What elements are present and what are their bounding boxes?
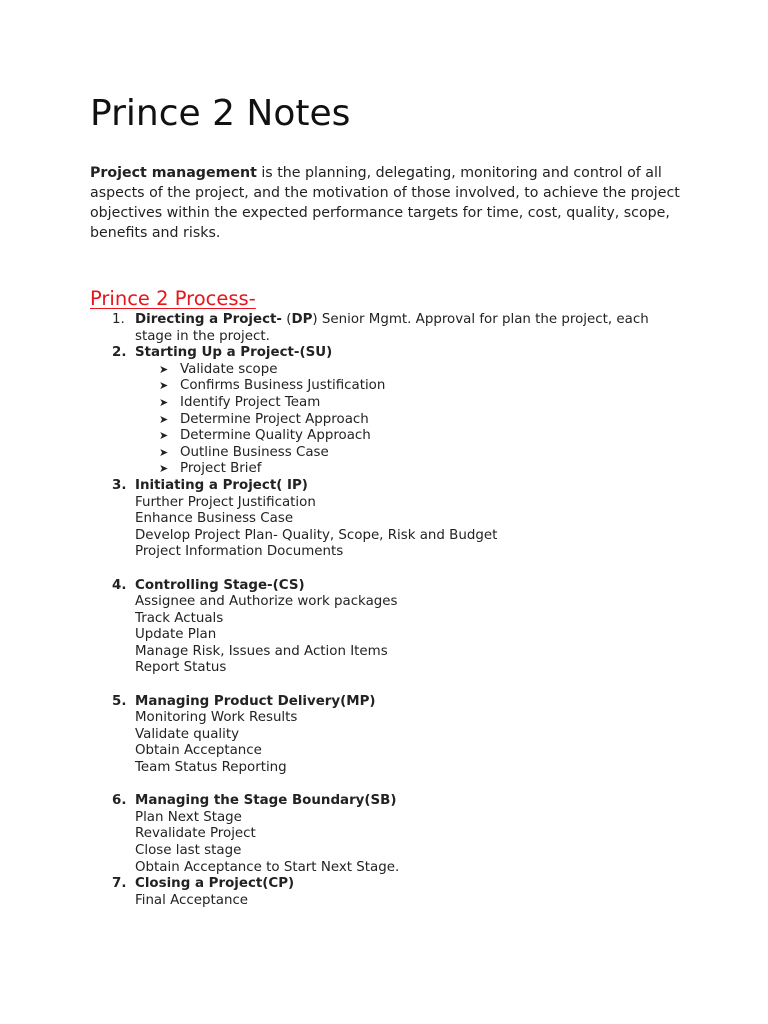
step-title: Managing Product Delivery(MP) [135,693,376,709]
bullet-item [135,445,675,462]
step-line: Assignee and Authorize work packages [135,594,398,610]
process-steps-list [0,312,768,909]
process-step-controlling-stage [0,578,675,678]
step-line: Project Information Documents [135,544,344,560]
process-step-directing [0,312,675,345]
step-line: Obtain Acceptance to Start Next Stage. [135,859,400,875]
bullet-text: Confirms Business Justification [180,378,386,394]
step-line: Enhance Business Case [135,511,294,527]
step-line: Track Actuals [135,610,224,626]
step-title: Managing the Stage Boundary(SB) [135,793,397,809]
step-paren-close: ) [312,312,318,327]
step-number: 5. [112,693,127,709]
process-step-starting-up [0,345,675,478]
step-line: Monitoring Work Results [135,710,298,726]
step-number: 3. [112,477,127,493]
step-text [135,312,675,345]
bullet-item [135,412,675,429]
bullet-item [135,428,675,445]
process-step-managing-product-delivery [0,694,675,777]
arrowhead-bullet-icon: ➤ [159,429,169,443]
arrowhead-bullet-icon: ➤ [159,462,169,476]
step-line: Plan Next Stage [135,809,242,825]
step-line: Final Acceptance [135,892,249,908]
bullet-text: Project Brief [180,461,262,477]
step-number: 7. [112,876,127,892]
step-description: Senior Mgmt. Approval for plan the project, each stage in the project. [135,312,649,344]
arrowhead-bullet-icon: ➤ [159,412,169,426]
step-title: Initiating a Project( IP) [135,477,308,493]
bullet-item [135,362,675,379]
step-line: Validate quality [135,726,240,742]
step-number: 4. [112,577,127,593]
arrowhead-bullet-icon: ➤ [159,395,169,409]
bullet-item [135,461,675,478]
step-abbreviation: DP [291,312,313,327]
arrowhead-bullet-icon: ➤ [159,445,169,459]
intro-paragraph [90,163,690,243]
step-title: Directing a Project- [135,312,282,327]
step-paren-open: ( [281,312,292,327]
intro-lead-term: Project management [90,165,257,181]
step-number: 1. [112,312,125,327]
step-bullet-list [135,362,675,478]
process-step-initiating [0,478,675,561]
step-line: Obtain Acceptance [135,743,262,759]
intro-body-text: is the planning, delegating, monitoring and control of all aspects of the project, and the motivation of those involved, to achieve the project objectives within the expected performance targets for time, cost, quality, scope, benefits and risks. [90,165,680,241]
arrowhead-bullet-icon: ➤ [159,362,169,376]
step-line: Develop Project Plan- Quality, Scope, Risk and Budget [135,527,498,543]
step-line: Revalidate Project [135,826,256,842]
process-step-closing [0,876,675,909]
document-title: Prince 2 Notes [90,93,351,134]
step-title: Starting Up a Project-(SU) [135,345,333,361]
step-line: Manage Risk, Issues and Action Items [135,643,388,659]
bullet-text: Determine Quality Approach [180,428,371,444]
step-line: Update Plan [135,627,217,643]
step-line: Report Status [135,660,227,676]
step-line: Team Status Reporting [135,760,287,776]
step-line: Further Project Justification [135,494,316,510]
bullet-text: Identify Project Team [180,394,321,410]
bullet-text: Outline Business Case [180,444,329,460]
bullet-text: Validate scope [180,361,278,377]
step-title: Controlling Stage-(CS) [135,577,305,593]
process-step-managing-stage-boundary [0,793,675,876]
bullet-text: Determine Project Approach [180,411,369,427]
step-title: Closing a Project(CP) [135,876,295,892]
bullet-item [135,395,675,412]
arrowhead-bullet-icon: ➤ [159,379,169,393]
step-number: 6. [112,793,127,809]
step-number: 2. [112,345,127,361]
step-line: Close last stage [135,843,242,858]
bullet-item [135,378,675,395]
process-section-heading: Prince 2 Process- [90,287,256,310]
